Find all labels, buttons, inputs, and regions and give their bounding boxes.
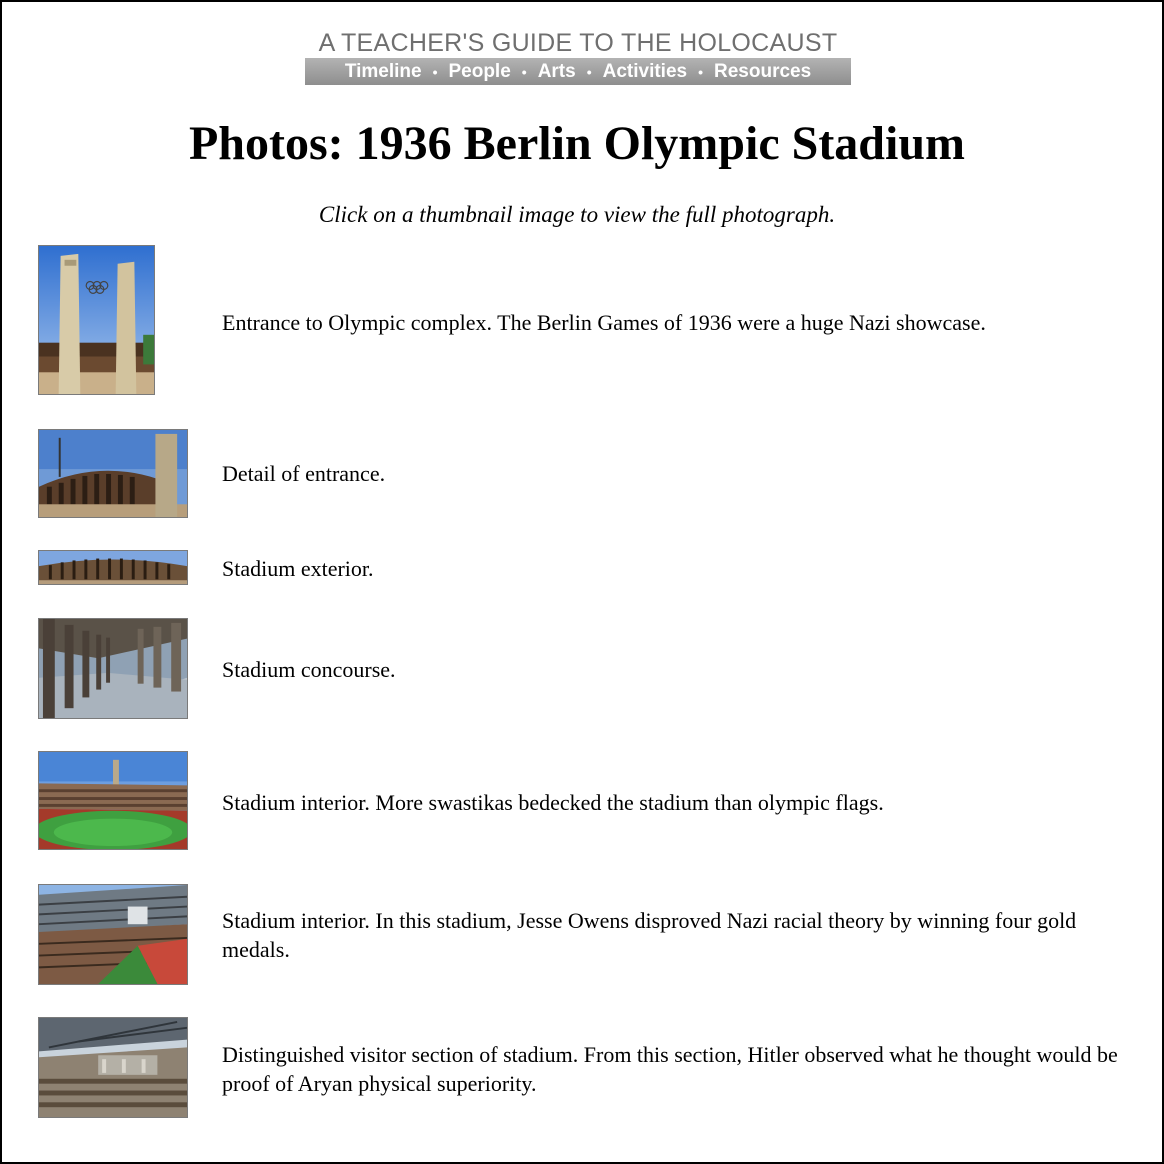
photo-stadium-interior-stands — [39, 885, 187, 984]
caption-stadium-concourse: Stadium concourse. — [222, 657, 396, 682]
caption-entrance-detail: Detail of entrance. — [222, 461, 386, 486]
nav-link-timeline[interactable]: Timeline — [344, 60, 422, 82]
site-nav — [305, 58, 851, 85]
nav-link-resources[interactable]: Resources — [714, 60, 812, 82]
photo-stadium-interior-field — [39, 752, 187, 849]
nav-separator: • — [586, 63, 592, 80]
nav-separator: • — [521, 63, 527, 80]
nav-link-people[interactable]: People — [448, 60, 511, 82]
caption-stadium-exterior: Stadium exterior. — [222, 556, 374, 581]
instruction-text: Click on a thumbnail image to view the full photograph. — [318, 202, 836, 227]
thumbnail-entrance-detail[interactable] — [38, 429, 188, 518]
site-name[interactable]: A TEACHER'S GUIDE TO THE HOLOCAUST — [318, 29, 838, 57]
thumbnail-stadium-interior-owens[interactable] — [38, 884, 188, 985]
caption-stadium-interior: Stadium interior. More swastikas bedecked the stadium than olympic flags. — [222, 790, 884, 815]
photo-visitor-section — [39, 1018, 187, 1117]
photo-entrance-detail — [39, 430, 187, 517]
page-title: Photos: 1936 Berlin Olympic Stadium — [188, 117, 966, 170]
photo-entrance-towers — [39, 246, 154, 394]
thumbnail-stadium-interior[interactable] — [38, 751, 188, 850]
site-banner — [305, 30, 851, 84]
nav-separator: • — [698, 63, 703, 80]
photo-stadium-concourse — [39, 619, 187, 718]
caption-visitor-section: Distinguished visitor section of stadium. From this section, Hitler observed what he thought would be proof of Aryan physical superiority. — [222, 1042, 1118, 1096]
nav-link-activities[interactable]: Activities — [602, 60, 688, 82]
thumbnail-visitor-section[interactable] — [38, 1017, 188, 1118]
thumbnail-entrance[interactable] — [38, 245, 155, 395]
nav-link-arts[interactable]: Arts — [537, 60, 576, 82]
caption-stadium-interior-owens: Stadium interior. In this stadium, Jesse Owens disproved Nazi racial theory by winning four gold medals. — [222, 908, 1077, 962]
photo-stadium-exterior — [39, 551, 187, 584]
thumbnail-stadium-exterior[interactable] — [38, 550, 188, 585]
nav-separator: • — [432, 63, 438, 80]
caption-entrance: Entrance to Olympic complex. The Berlin Games of 1936 were a huge Nazi showcase. — [222, 310, 986, 335]
thumbnail-stadium-concourse[interactable] — [38, 618, 188, 719]
